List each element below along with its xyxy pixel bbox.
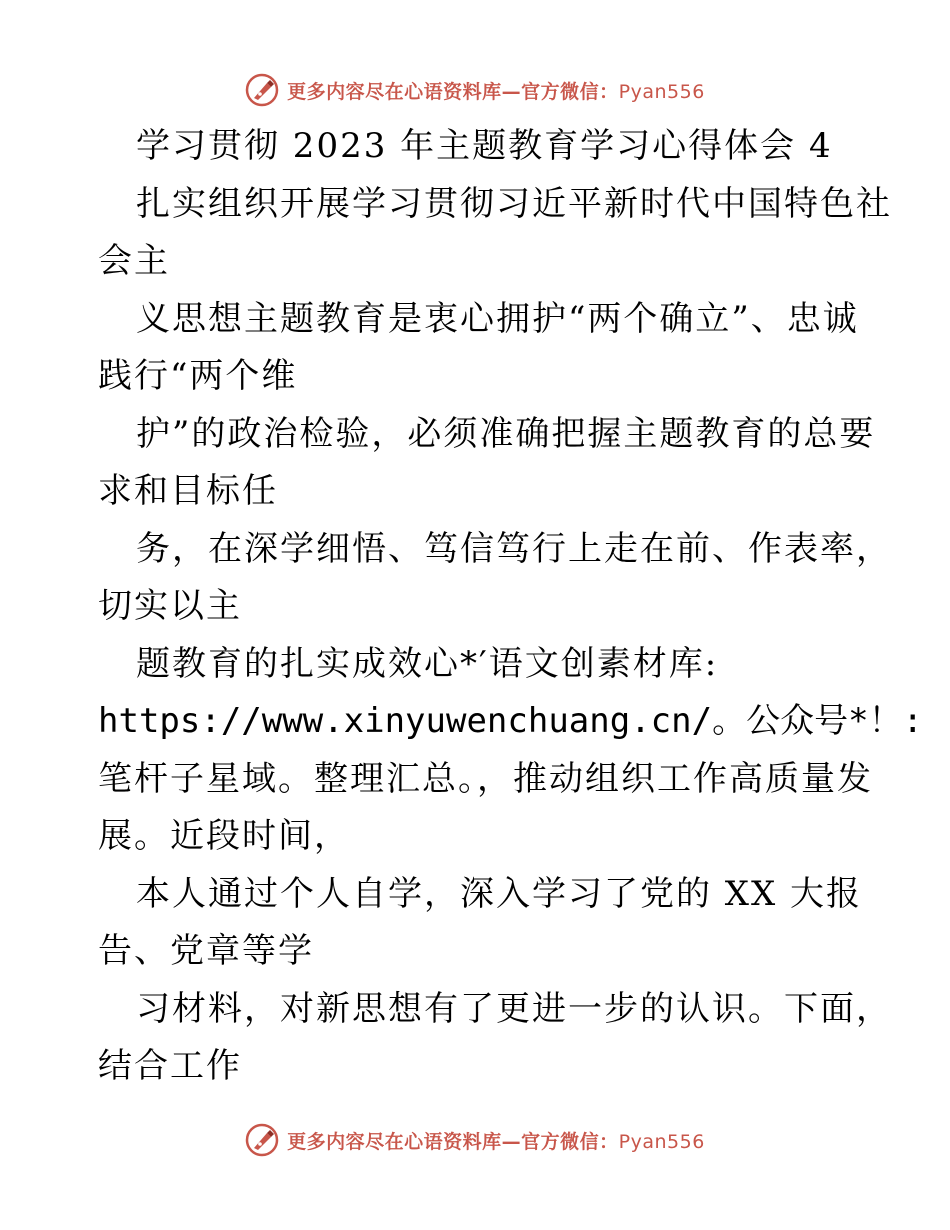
paragraph-line: 护”的政治检验，必须准确把握主题教育的总要 [136, 413, 876, 454]
paragraph-line: 习材料，对新思想有了更进一步的认识。下面， [136, 988, 892, 1029]
pen-nib-seal-icon [245, 73, 279, 107]
paragraph-line: 结合工作 [98, 1046, 242, 1086]
document-body [98, 118, 924, 1096]
document-title: 学习贯彻 2023 年主题教育学习心得体会 4 [136, 126, 833, 166]
paragraph-line: 切实以主 [98, 586, 242, 626]
paragraph-line-url: https://www.xinyuwenchuang.cn/。公众号*！: [98, 701, 924, 741]
paragraph-line: 会主 [98, 241, 170, 281]
watermark-text: 更多内容尽在心语资料库—官方微信：Pyan556 [287, 1130, 705, 1153]
paragraph-line: 题教育的扎实成效心*′语文创素材库: [136, 643, 719, 684]
paragraph-line: 扎实组织开展学习贯彻习近平新时代中国特色社 [136, 183, 892, 224]
pen-nib-seal-icon [245, 1123, 279, 1157]
paragraph-line: 义思想主题教育是衷心拥护“两个确立”、忠诚 [136, 298, 859, 339]
paragraph-line: 告、党章等学 [98, 931, 314, 971]
paragraph-line: 笔杆子星域。整理汇总。，推动组织工作高质量发 [98, 758, 873, 799]
header-watermark [0, 68, 950, 112]
paragraph-line: 求和目标任 [98, 471, 278, 511]
paragraph-line: 展。近段时间， [98, 816, 350, 856]
paragraph-line: 务，在深学细悟、笃信笃行上走在前、作表率， [136, 528, 892, 569]
paragraph-line: 本人通过个人自学，深入学习了党的 XX 大报 [136, 873, 863, 914]
watermark-text: 更多内容尽在心语资料库—官方微信：Pyan556 [287, 80, 705, 103]
footer-watermark [0, 1118, 950, 1162]
paragraph-line: 践行“两个维 [98, 356, 298, 396]
